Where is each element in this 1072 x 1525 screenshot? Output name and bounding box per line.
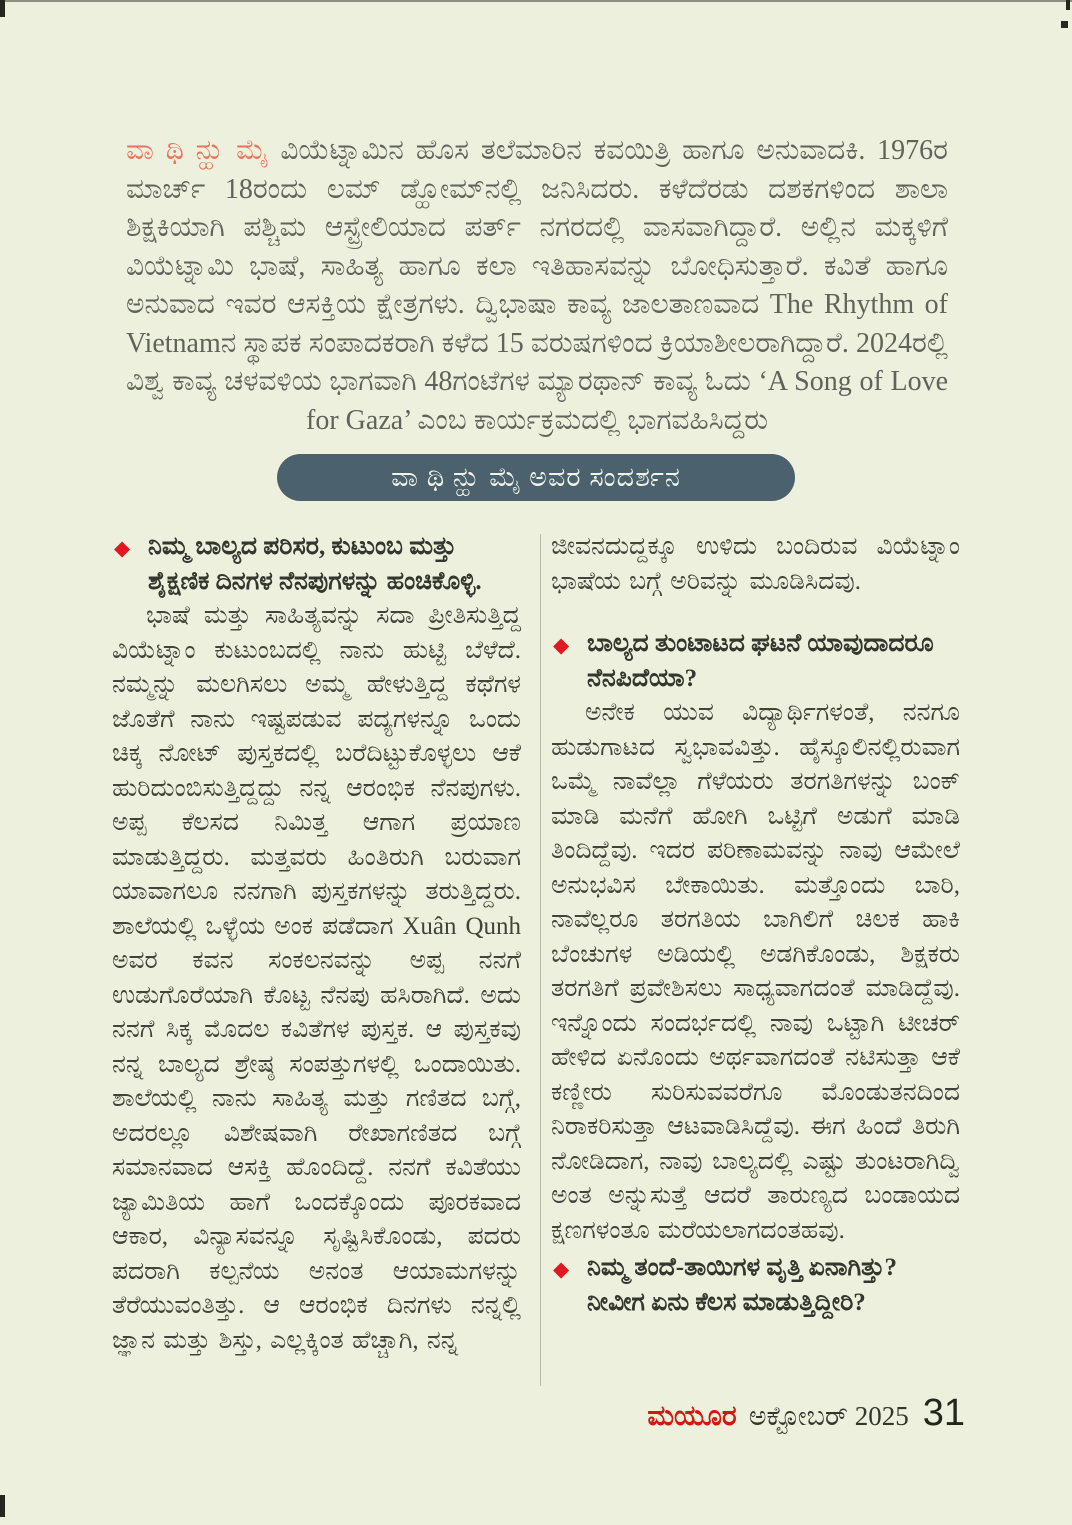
question-block-3 — [551, 1251, 960, 1320]
page-number: 31 — [922, 1392, 965, 1434]
scan-mark — [0, 1495, 5, 1517]
author-name: ವಾ ಥಿ ನ್ಹು ಮೈ — [126, 135, 269, 166]
scan-edge-line — [0, 0, 1072, 2]
page-footer — [647, 1392, 965, 1435]
section-title-pill — [277, 454, 795, 501]
question-3-text: ನಿಮ್ಮ ತಂದೆ-ತಾಯಿಗಳ ವೃತ್ತಿ ಏನಾಗಿತ್ತು? ನೀವೀಗ ಏನು ಕೆಲಸ ಮಾಡುತ್ತಿದ್ದೀರಿ? — [587, 1254, 897, 1316]
diamond-bullet-icon: ◆ — [553, 633, 570, 657]
question-1-text: ನಿಮ್ಮ ಬಾಲ್ಯದ ಪರಿಸರ, ಕುಟುಂಬ ಮತ್ತು ಶೈಕ್ಷಣಿಕ ದಿನಗಳ ನೆನಪುಗಳನ್ನು ಹಂಚಿಕೊಳ್ಳಿ. — [148, 533, 482, 595]
scan-mark — [0, 0, 5, 17]
section-title: ವಾ ಥಿ ನ್ಹು ಮೈ ಅವರ ಸಂದರ್ಶನ — [391, 461, 681, 492]
answer-1-continued: ಜೀವನದುದ್ದಕ್ಕೂ ಉಳಿದು ಬಂದಿರುವ ವಿಯೆಟ್ನಾಂ ಭಾಷೆಯ ಬಗ್ಗೆ ಅರಿವನ್ನು ಮೂಡಿಸಿದವು. — [551, 533, 960, 595]
question-2-text: ಬಾಲ್ಯದ ತುಂಟಾಟದ ಘಟನೆ ಯಾವುದಾದರೂ ನೆನಪಿದೆಯಾ? — [587, 630, 934, 692]
scan-mark — [1061, 21, 1068, 28]
answer-paragraph-2: ಅನೇಕ ಯುವ ವಿದ್ಯಾರ್ಥಿಗಳಂತೆ, ನನಗೂ ಹುಡುಗಾಟದ ಸ್ವಭಾವವಿತ್ತು. ಹೈಸ್ಕೂಲಿನಲ್ಲಿರುವಾಗ ಒಮ್ಮೆ ನಾವೆಲ್ಲಾ ಗೆಳೆಯರು ತರಗತಿಗಳನ್ನು ಬಂಕ್ ಮಾಡಿ ಮನೆಗೆ ಹೋಗಿ ಒಟ್ಟಿಗೆ ಅಡುಗೆ ಮಾಡಿ ತಿಂದಿದ್ದೆವು. ಇದರ ಪರಿಣಾಮವನ್ನು ನಾವು ಆಮೇಲೆ ಅನುಭವಿಸ ಬೇಕಾಯಿತು. ಮತ್ತೊಂದು ಬಾರಿ, ನಾವೆಲ್ಲರೂ ತರಗತಿಯ ಬಾಗಿಲಿಗೆ ಚಿಲಕ ಹಾಕಿ ಬೆಂಚುಗಳ ಅಡಿಯಲ್ಲಿ ಅಡಗಿಕೊಂಡು, ಶಿಕ್ಷಕರು ತರಗತಿಗೆ ಪ್ರವೇಶಿಸಲು ಸಾಧ್ಯವಾಗದಂತೆ ಮಾಡಿದ್ದೆವು. ಇನ್ನೊಂದು ಸಂದರ್ಭದಲ್ಲಿ ನಾವು ಒಟ್ಟಾಗಿ ಟೀಚರ್ ಹೇಳಿದ ಏನೊಂದು ಅರ್ಥವಾಗದಂತೆ ನಟಿಸುತ್ತಾ ಆಕೆ ಕಣ್ಣೀರು ಸುರಿಸುವವರೆಗೂ ಮೊಂಡುತನದಿಂದ ನಿರಾಕರಿಸುತ್ತಾ ಆಟವಾಡಿಸಿದ್ದೆವು. ಈಗ ಹಿಂದೆ ತಿರುಗಿ ನೋಡಿದಾಗ, ನಾವು ಬಾಲ್ಯದಲ್ಲಿ ಎಷ್ಟು ತುಂಟರಾಗಿದ್ವಿ ಅಂತ ಅನ್ನುಸುತ್ತೆ ಆದರೆ ತಾರುಣ್ಯದ ಬಂಡಾಯದ ಕ್ಷಣಗಳಂತೂ ಮರೆಯಲಾಗದಂತಹವು. — [551, 699, 960, 1244]
answer-paragraph-1: ಭಾಷೆ ಮತ್ತು ಸಾಹಿತ್ಯವನ್ನು ಸದಾ ಪ್ರೀತಿಸುತ್ತಿದ್ದ ವಿಯೆಟ್ನಾಂ ಕುಟುಂಬದಲ್ಲಿ ನಾನು ಹುಟ್ಟಿ ಬೆಳೆದೆ. ನಮ್ಮನ್ನು ಮಲಗಿಸಲು ಅಮ್ಮ ಹೇಳುತ್ತಿದ್ದ ಕಥೆಗಳ ಜೊತೆಗೆ ನಾನು ಇಷ್ಟಪಡುವ ಪದ್ಯಗಳನ್ನೂ ಒಂದು ಚಿಕ್ಕ ನೋಟ್ ಪುಸ್ತಕದಲ್ಲಿ ಬರೆದಿಟ್ಟುಕೊಳ್ಳಲು ಆಕೆ ಹುರಿದುಂಬಿಸುತ್ತಿದ್ದದ್ದು ನನ್ನ ಆರಂಭಿಕ ನೆನಪುಗಳು. ಅಪ್ಪ ಕೆಲಸದ ನಿಮಿತ್ತ ಆಗಾಗ ಪ್ರಯಾಣ ಮಾಡುತ್ತಿದ್ದರು. ಮತ್ತವರು ಹಿಂತಿರುಗಿ ಬರುವಾಗ ಯಾವಾಗಲೂ ನನಗಾಗಿ ಪುಸ್ತಕಗಳನ್ನು ತರುತ್ತಿದ್ದರು. ಶಾಲೆಯಲ್ಲಿ ಒಳ್ಳೆಯ ಅಂಕ ಪಡೆದಾಗ Xuân Qunh ಅವರ ಕವನ ಸಂಕಲನವನ್ನು ಅಪ್ಪ ನನಗೆ ಉಡುಗೊರೆಯಾಗಿ ಕೊಟ್ಟ ನೆನಪು ಹಸಿರಾಗಿದೆ. ಅದು ನನಗೆ ಸಿಕ್ಕ ಮೊದಲ ಕವಿತೆಗಳ ಪುಸ್ತಕ. ಆ ಪುಸ್ತಕವು ನನ್ನ ಬಾಲ್ಯದ ಶ್ರೇಷ್ಠ ಸಂಪತ್ತುಗಳಲ್ಲಿ ಒಂದಾಯಿತು. ಶಾಲೆಯಲ್ಲಿ ನಾನು ಸಾಹಿತ್ಯ ಮತ್ತು ಗಣಿತದ ಬಗ್ಗೆ, ಅದರಲ್ಲೂ ವಿಶೇಷವಾಗಿ ರೇಖಾಗಣಿತದ ಬಗ್ಗೆ ಸಮಾನವಾದ ಆಸಕ್ತಿ ಹೊಂದಿದ್ದೆ. ನನಗೆ ಕವಿತೆಯು ಜ್ಯಾಮಿತಿಯ ಹಾಗೆ ಒಂದಕ್ಕೊಂದು ಪೂರಕವಾದ ಆಕಾರ, ವಿನ್ಯಾಸವನ್ನೂ ಸೃಷ್ಟಿಸಿಕೊಂಡು, ಪದರು ಪದರಾಗಿ ಕಲ್ಪನೆಯ ಅನಂತ ಆಯಾಮಗಳನ್ನು ತೆರೆಯುವಂತಿತ್ತು. ಆ ಆರಂಭಿಕ ದಿನಗಳು ನನ್ನಲ್ಲಿ ಜ್ಞಾನ ಮತ್ತು ಶಿಸ್ತು, ಎಲ್ಲಕ್ಕಿಂತ ಹೆಚ್ಚಾಗಿ, ನನ್ನ — [112, 602, 521, 1354]
question-block-2 — [551, 627, 960, 696]
diamond-bullet-icon: ◆ — [114, 536, 131, 560]
column-left — [112, 530, 521, 1400]
diamond-bullet-icon: ◆ — [553, 1257, 570, 1281]
question-block-1 — [112, 530, 521, 599]
issue-date: ಅಕ್ಟೋಬರ್ 2025 — [748, 1401, 909, 1431]
column-divider — [540, 534, 541, 1386]
column-right — [551, 530, 960, 1400]
article-body — [112, 530, 960, 1400]
scan-mark — [1066, 0, 1070, 10]
intro-bio-paragraph — [126, 132, 948, 440]
intro-bio-text: ವಿಯೆಟ್ನಾಮಿನ ಹೊಸ ತಲೆಮಾರಿನ ಕವಯಿತ್ರಿ ಹಾಗೂ ಅನುವಾದಕಿ. 1976ರ ಮಾರ್ಚ್ 18ರಂದು ಲಮ್ ಡ್ಹೋಮ್‌ನಲ್ಲಿ ಜನಿಸಿದರು. ಕಳೆದೆರಡು ದಶಕಗಳಿಂದ ಶಾಲಾ ಶಿಕ್ಷಕಿಯಾಗಿ ಪಶ್ಚಿಮ ಆಸ್ಟ್ರೇಲಿಯಾದ ಪರ್ತ್ ನಗರದಲ್ಲಿ ವಾಸವಾಗಿದ್ದಾರೆ. ಅಲ್ಲಿನ ಮಕ್ಕಳಿಗೆ ವಿಯೆಟ್ನಾಮಿ ಭಾಷೆ, ಸಾಹಿತ್ಯ ಹಾಗೂ ಕಲಾ ಇತಿಹಾಸವನ್ನು ಬೋಧಿಸುತ್ತಾರೆ. ಕವಿತೆ ಹಾಗೂ ಅನುವಾದ ಇವರ ಆಸಕ್ತಿಯ ಕ್ಷೇತ್ರಗಳು. ದ್ವಿಭಾಷಾ ಕಾವ್ಯ ಜಾಲತಾಣವಾದ The Rhythm of Vietnamನ ಸ್ಥಾಪಕ ಸಂಪಾದಕರಾಗಿ ಕಳೆದ 15 ವರುಷಗಳಿಂದ ಕ್ರಿಯಾಶೀಲರಾಗಿದ್ದಾರೆ. 2024ರಲ್ಲಿ ವಿಶ್ವ ಕಾವ್ಯ ಚಳವಳಿಯ ಭಾಗವಾಗಿ 48ಗಂಟೆಗಳ ಮ್ಯಾರಥಾನ್ ಕಾವ್ಯ ಓದು ‘A Song of Love for Gaza’ ಎಂಬ ಕಾರ್ಯಕ್ರಮದಲ್ಲಿ ಭಾಗವಹಿಸಿದ್ದರು — [126, 135, 948, 436]
magazine-name: ಮಯೂರ — [647, 1401, 737, 1432]
